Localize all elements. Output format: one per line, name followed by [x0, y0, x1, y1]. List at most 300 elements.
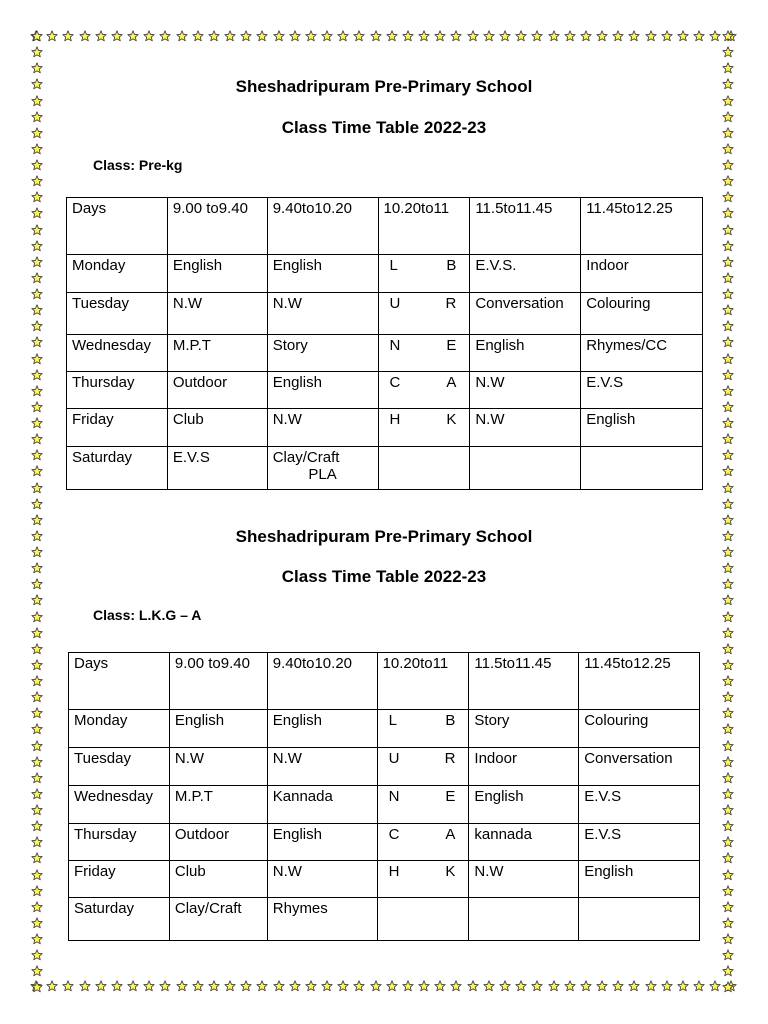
star-icon: [722, 611, 734, 623]
star-icon: [402, 30, 414, 42]
lunch-letter: N: [389, 337, 401, 354]
star-icon: [208, 980, 220, 992]
star-icon: [31, 885, 43, 897]
cell: [470, 447, 581, 490]
cell: N.W: [267, 409, 378, 447]
star-icon: [31, 611, 43, 623]
cell: M.P.T: [169, 786, 267, 824]
star-icon: [31, 62, 43, 74]
class-label-1: Class: Pre-kg: [93, 157, 183, 173]
star-icon: [722, 901, 734, 913]
star-icon: [31, 30, 43, 42]
star-icon: [31, 433, 43, 445]
star-icon: [31, 498, 43, 510]
header-cell: Days: [69, 653, 170, 710]
school-title-2: Sheshadripuram Pre-Primary School: [235, 527, 533, 546]
cell: Kannada: [267, 786, 377, 824]
star-icon: [722, 304, 734, 316]
star-icon: [434, 30, 446, 42]
star-icon: [31, 675, 43, 687]
cell: Rhymes: [267, 898, 377, 941]
star-icon: [240, 980, 252, 992]
star-icon: [450, 980, 462, 992]
school-title-1: Sheshadripuram Pre-Primary School: [235, 77, 533, 96]
star-icon: [722, 869, 734, 881]
star-icon: [31, 594, 43, 606]
star-icon: [722, 207, 734, 219]
table-header-row: [67, 198, 703, 255]
star-icon: [722, 981, 734, 993]
table-row: [69, 710, 700, 748]
star-icon: [483, 30, 495, 42]
star-icon: [645, 30, 657, 42]
lunch-cell: [377, 824, 469, 861]
day-cell: Thursday: [67, 372, 168, 409]
star-icon: [580, 980, 592, 992]
star-icon: [450, 30, 462, 42]
star-icon: [722, 449, 734, 461]
timetable-title-1: Class Time Table 2022-23: [281, 118, 487, 137]
table-row: [67, 372, 703, 409]
cell: English: [267, 255, 378, 293]
star-icon: [722, 707, 734, 719]
star-icon: [31, 965, 43, 977]
star-icon: [483, 980, 495, 992]
star-icon: [661, 30, 673, 42]
star-border-top: [30, 30, 738, 44]
star-icon: [722, 320, 734, 332]
star-icon: [722, 740, 734, 752]
day-cell: Monday: [69, 710, 170, 748]
lunch-cell: [377, 748, 469, 786]
day-cell: Monday: [67, 255, 168, 293]
table-row: [67, 255, 703, 293]
star-icon: [240, 30, 252, 42]
star-icon: [693, 30, 705, 42]
star-icon: [31, 304, 43, 316]
star-icon: [31, 353, 43, 365]
star-icon: [499, 980, 511, 992]
star-icon: [722, 885, 734, 897]
table-row: [69, 824, 700, 861]
star-icon: [722, 465, 734, 477]
lunch-cell: [377, 898, 469, 941]
star-icon: [722, 691, 734, 703]
cell: M.P.T: [167, 335, 267, 372]
star-icon: [722, 659, 734, 671]
day-cell: Wednesday: [67, 335, 168, 372]
star-icon: [31, 852, 43, 864]
star-icon: [31, 804, 43, 816]
star-icon: [31, 482, 43, 494]
star-border-right: [722, 30, 736, 994]
star-icon: [515, 30, 527, 42]
star-icon: [722, 594, 734, 606]
star-icon: [612, 30, 624, 42]
star-icon: [677, 980, 689, 992]
star-icon: [722, 498, 734, 510]
star-icon: [722, 143, 734, 155]
star-icon: [722, 224, 734, 236]
header-cell: 9.00 to9.40: [167, 198, 267, 255]
star-icon: [722, 675, 734, 687]
star-icon: [418, 980, 430, 992]
star-icon: [693, 980, 705, 992]
star-icon: [661, 980, 673, 992]
header-cell: 11.5to11.45: [470, 198, 581, 255]
star-icon: [31, 659, 43, 671]
star-icon: [31, 191, 43, 203]
star-icon: [31, 336, 43, 348]
lunch-letter: H: [388, 863, 400, 880]
lunch-letter: L: [389, 257, 398, 274]
header-cell: 11.5to11.45: [469, 653, 579, 710]
break-letter: R: [445, 295, 457, 312]
header-cell: 9.00 to9.40: [169, 653, 267, 710]
cell: Colouring: [581, 293, 703, 335]
star-icon: [31, 207, 43, 219]
star-icon: [722, 288, 734, 300]
star-icon: [722, 191, 734, 203]
cell: [469, 898, 579, 941]
star-icon: [499, 30, 511, 42]
star-icon: [62, 980, 74, 992]
star-icon: [111, 30, 123, 42]
star-icon: [31, 224, 43, 236]
star-icon: [434, 980, 446, 992]
star-icon: [548, 30, 560, 42]
star-icon: [31, 869, 43, 881]
star-icon: [256, 980, 268, 992]
cell: English: [581, 409, 703, 447]
cell: E.V.S: [579, 824, 700, 861]
star-icon: [722, 401, 734, 413]
star-icon: [596, 30, 608, 42]
star-icon: [31, 901, 43, 913]
star-icon: [722, 917, 734, 929]
lunch-cell: [378, 447, 470, 490]
star-icon: [31, 756, 43, 768]
star-icon: [722, 514, 734, 526]
cell: Club: [167, 409, 267, 447]
star-border-bottom: [30, 980, 738, 994]
lunch-cell: [377, 710, 469, 748]
star-icon: [31, 836, 43, 848]
cell: Story: [267, 335, 378, 372]
star-icon: [31, 643, 43, 655]
day-cell: Tuesday: [69, 748, 170, 786]
cell: English: [579, 861, 700, 898]
cell: E.V.S: [579, 786, 700, 824]
star-icon: [580, 30, 592, 42]
star-icon: [612, 980, 624, 992]
header-cell: 11.45to12.25: [579, 653, 700, 710]
cell: Colouring: [579, 710, 700, 748]
star-icon: [31, 917, 43, 929]
lunch-letter: C: [389, 374, 401, 391]
star-icon: [31, 175, 43, 187]
timetable-title-2: Class Time Table 2022-23: [281, 567, 487, 586]
star-icon: [645, 980, 657, 992]
star-icon: [722, 159, 734, 171]
star-icon: [722, 643, 734, 655]
star-icon: [628, 980, 640, 992]
star-icon: [564, 980, 576, 992]
star-icon: [722, 756, 734, 768]
cell: E.V.S.: [470, 255, 581, 293]
star-icon: [31, 449, 43, 461]
star-icon: [79, 980, 91, 992]
star-icon: [722, 546, 734, 558]
star-icon: [143, 980, 155, 992]
lunch-cell: [378, 409, 470, 447]
star-icon: [31, 933, 43, 945]
table-row: [67, 409, 703, 447]
star-icon: [31, 288, 43, 300]
cell: English: [267, 710, 377, 748]
star-icon: [31, 820, 43, 832]
star-icon: [321, 980, 333, 992]
star-icon: [722, 482, 734, 494]
table-row: [69, 898, 700, 941]
break-letter: R: [444, 750, 456, 767]
star-icon: [722, 256, 734, 268]
cell: English: [167, 255, 267, 293]
star-icon: [722, 417, 734, 429]
star-icon: [337, 30, 349, 42]
lunch-cell: [377, 786, 469, 824]
star-icon: [31, 143, 43, 155]
day-cell: Thursday: [69, 824, 170, 861]
cell: English: [470, 335, 581, 372]
lunch-letter: N: [388, 788, 400, 805]
lunch-letter: U: [389, 295, 401, 312]
star-icon: [722, 788, 734, 800]
cell: English: [169, 710, 267, 748]
star-icon: [386, 980, 398, 992]
star-icon: [709, 980, 721, 992]
star-icon: [722, 820, 734, 832]
star-icon: [46, 980, 58, 992]
star-icon: [628, 30, 640, 42]
star-icon: [531, 980, 543, 992]
cell: Indoor: [581, 255, 703, 293]
star-icon: [564, 30, 576, 42]
star-icon: [722, 804, 734, 816]
cell: English: [469, 786, 579, 824]
star-border-left: [31, 30, 45, 994]
star-icon: [192, 30, 204, 42]
star-icon: [722, 933, 734, 945]
header-cell: 9.40to10.20: [267, 198, 378, 255]
lunch-cell: [378, 372, 470, 409]
star-icon: [31, 981, 43, 993]
star-icon: [79, 30, 91, 42]
header-cell: 11.45to12.25: [581, 198, 703, 255]
cell: E.V.S: [167, 447, 267, 490]
cell: [579, 898, 700, 941]
star-icon: [548, 980, 560, 992]
star-icon: [722, 369, 734, 381]
class-label-2: Class: L.K.G – A: [93, 607, 202, 623]
cell: N.W: [469, 861, 579, 898]
lunch-cell: [378, 293, 470, 335]
header-cell: 10.20to11: [377, 653, 469, 710]
day-cell: Friday: [67, 409, 168, 447]
star-icon: [722, 772, 734, 784]
table-row: [69, 786, 700, 824]
break-letter: E: [446, 337, 457, 354]
star-icon: [192, 980, 204, 992]
timetable-2: [68, 652, 700, 941]
table-row: [67, 293, 703, 335]
cell: N.W: [470, 409, 581, 447]
star-icon: [273, 30, 285, 42]
cell: N.W: [169, 748, 267, 786]
star-icon: [273, 980, 285, 992]
day-cell: Saturday: [69, 898, 170, 941]
header-cell: Days: [67, 198, 168, 255]
star-icon: [95, 980, 107, 992]
break-letter: B: [446, 257, 457, 274]
star-icon: [159, 980, 171, 992]
cell: [267, 447, 378, 490]
star-icon: [722, 723, 734, 735]
star-icon: [722, 965, 734, 977]
cell: Story: [469, 710, 579, 748]
cell: English: [267, 372, 378, 409]
star-icon: [143, 30, 155, 42]
star-icon: [305, 980, 317, 992]
star-icon: [31, 159, 43, 171]
star-icon: [127, 30, 139, 42]
star-icon: [305, 30, 317, 42]
star-icon: [31, 240, 43, 252]
star-icon: [176, 980, 188, 992]
cell: Outdoor: [169, 824, 267, 861]
table-header-row: [69, 653, 700, 710]
star-icon: [31, 272, 43, 284]
star-icon: [531, 30, 543, 42]
day-cell: Friday: [69, 861, 170, 898]
cell: Rhymes/CC: [581, 335, 703, 372]
star-icon: [224, 980, 236, 992]
star-icon: [337, 980, 349, 992]
star-icon: [722, 62, 734, 74]
star-icon: [596, 980, 608, 992]
cell: N.W: [470, 372, 581, 409]
cell: kannada: [469, 824, 579, 861]
cell: E.V.S: [581, 372, 703, 409]
break-letter: B: [445, 712, 456, 729]
day-cell: Wednesday: [69, 786, 170, 824]
star-icon: [722, 836, 734, 848]
star-icon: [722, 385, 734, 397]
cell: N.W: [267, 748, 377, 786]
timetable-1: [66, 197, 703, 490]
star-icon: [722, 852, 734, 864]
star-icon: [677, 30, 689, 42]
cell: N.W: [267, 861, 377, 898]
cell: Outdoor: [167, 372, 267, 409]
star-icon: [722, 30, 734, 42]
star-icon: [31, 369, 43, 381]
star-icon: [31, 627, 43, 639]
cell: Clay/Craft: [169, 898, 267, 941]
star-icon: [31, 949, 43, 961]
break-letter: E: [445, 788, 456, 805]
star-icon: [418, 30, 430, 42]
star-icon: [722, 240, 734, 252]
star-icon: [321, 30, 333, 42]
cell: Indoor: [469, 748, 579, 786]
lunch-letter: H: [389, 411, 401, 428]
day-cell: Saturday: [67, 447, 168, 490]
star-icon: [31, 320, 43, 332]
lunch-letter: U: [388, 750, 400, 767]
star-icon: [353, 980, 365, 992]
star-icon: [31, 417, 43, 429]
star-icon: [722, 272, 734, 284]
cell: Conversation: [579, 748, 700, 786]
break-letter: K: [446, 411, 457, 428]
cell-line: Clay/Craft: [272, 449, 340, 466]
header-cell: 10.20to11: [378, 198, 470, 255]
lunch-cell: [377, 861, 469, 898]
star-icon: [31, 256, 43, 268]
star-icon: [722, 336, 734, 348]
cell: N.W: [167, 293, 267, 335]
star-icon: [722, 627, 734, 639]
star-icon: [127, 980, 139, 992]
star-icon: [31, 772, 43, 784]
table-row: [69, 861, 700, 898]
star-icon: [62, 30, 74, 42]
break-letter: A: [446, 374, 457, 391]
star-icon: [159, 30, 171, 42]
star-icon: [467, 980, 479, 992]
break-letter: K: [445, 863, 456, 880]
break-letter: A: [445, 826, 456, 843]
star-icon: [31, 788, 43, 800]
star-icon: [402, 980, 414, 992]
star-icon: [353, 30, 365, 42]
star-icon: [289, 30, 301, 42]
table-row: [67, 335, 703, 372]
cell: Club: [169, 861, 267, 898]
star-icon: [31, 723, 43, 735]
star-icon: [370, 980, 382, 992]
star-icon: [289, 980, 301, 992]
lunch-cell: [378, 255, 470, 293]
cell: N.W: [267, 293, 378, 335]
star-icon: [31, 740, 43, 752]
star-icon: [31, 401, 43, 413]
star-icon: [709, 30, 721, 42]
cell: Conversation: [470, 293, 581, 335]
star-icon: [386, 30, 398, 42]
star-icon: [722, 433, 734, 445]
table-row: [67, 447, 703, 490]
star-icon: [31, 691, 43, 703]
day-cell: Tuesday: [67, 293, 168, 335]
lunch-letter: C: [388, 826, 400, 843]
star-icon: [722, 46, 734, 58]
cell-line: PLA: [308, 466, 337, 483]
star-icon: [256, 30, 268, 42]
star-icon: [176, 30, 188, 42]
cell: [581, 447, 703, 490]
